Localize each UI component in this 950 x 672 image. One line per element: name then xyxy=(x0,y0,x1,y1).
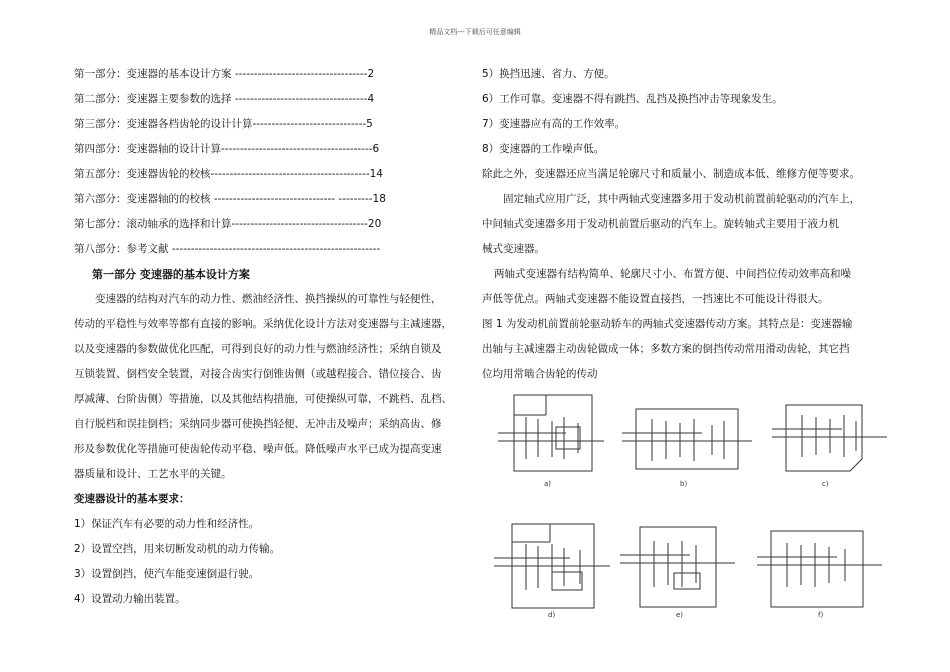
caption-a: a) xyxy=(544,480,552,488)
diagram-b xyxy=(622,403,752,483)
diagram-d xyxy=(492,520,612,615)
section-title: 第一部分 变速器的基本设计方案 xyxy=(92,268,250,281)
caption-d: d) xyxy=(548,611,556,619)
toc-item-7: 第七部分：滚动轴承的选择和计算------------------------------------20 xyxy=(74,218,382,230)
intro-line: 器质量和设计、工艺水平的关键。 xyxy=(74,468,232,480)
page-header: 精品文档---下载后可任意编辑 xyxy=(429,28,521,36)
intro-line: 互锁装置、倒档安全装置，对接合齿实行倒锥齿侧（或越程接合、错位接合、齿 xyxy=(74,368,442,380)
requirement-item: 7）变速器应有高的工作效率。 xyxy=(482,118,626,130)
body-line: 图 1 为发动机前置前轮驱动轿车的两轴式变速器传动方案。其特点是：变速器输 xyxy=(482,318,853,330)
requirement-item: 1）保证汽车有必要的动力性和经济性。 xyxy=(74,518,260,530)
caption-f: f) xyxy=(818,611,824,619)
body-line: 出轴与主减速器主动齿轮做成一体；多数方案的倒挡传动常用滑动齿轮，其它挡 xyxy=(482,343,850,355)
intro-line: 传动的平稳性与效率等都有直接的影响。采纳优化设计方法对变速器与主减速器， xyxy=(74,318,452,330)
diagram-c xyxy=(772,399,887,483)
requirement-item: 2）设置空挡，用来切断发动机的动力传输。 xyxy=(74,543,281,555)
intro-line: 厚减薄、台阶齿侧）等措施，以及其他结构措施，可使操纵可靠，不跳档、乱档、 xyxy=(74,393,452,405)
requirement-item: 3）设置倒挡，使汽车能变速倒退行驶。 xyxy=(74,568,260,580)
left-column xyxy=(74,62,452,612)
toc-item-2: 第二部分：变速器主要参数的选择 -----------------------------------4 xyxy=(74,93,375,105)
body-line: 位均用常啮合齿轮的传动 xyxy=(482,368,598,380)
requirement-item: 5）换挡迅速、省力、方便。 xyxy=(482,68,615,80)
requirement-item: 4）设置动力输出装置。 xyxy=(74,593,186,605)
requirements-title: 变速器设计的基本要求： xyxy=(74,493,190,505)
toc-item-8: 第八部分：参考文献 ------------------------------------------------------- xyxy=(74,243,381,255)
toc-item-3: 第三部分：变速器各档齿轮的设计计算------------------------------5 xyxy=(74,118,373,130)
intro-line: 形及参数优化等措施可使齿轮传动平稳、噪声低。降低噪声水平已成为提高变速 xyxy=(74,443,442,455)
body-line: 中间轴式变速器多用于发动机前置后驱动的汽车上。旋转轴式主要用于液力机 xyxy=(482,218,839,230)
caption-b: b) xyxy=(680,480,688,488)
diagram-f xyxy=(757,527,882,613)
intro-line: 以及变速器的参数做优化匹配，可得到良好的动力性与燃油经济性；采纳自锁及 xyxy=(74,343,442,355)
toc-item-4: 第四部分：变速器轴的设计计算----------------------------------------6 xyxy=(74,143,380,155)
toc-item-5: 第五部分：变速器齿轮的校核------------------------------------------14 xyxy=(74,168,383,180)
diagram-a xyxy=(496,387,606,482)
body-line: 械式变速器。 xyxy=(482,243,545,255)
body-line: 声低等优点。两轴式变速器不能设置直接挡，一挡速比不可能设计得很大。 xyxy=(482,293,829,305)
caption-c: c) xyxy=(822,480,829,488)
body-line: 两轴式变速器有结构简单、轮廓尺寸小、布置方便、中间挡位传动效率高和噪 xyxy=(494,268,851,280)
diagram-e xyxy=(620,523,735,613)
body-line: 固定轴式应用广泛，其中两轴式变速器多用于发动机前置前轮驱动的汽车上， xyxy=(503,193,860,205)
toc-item-6: 第六部分：变速器轴的的校核 -------------------------------- ---------18 xyxy=(74,193,386,205)
body-line: 除此之外，变速器还应当满足轮廓尺寸和质量小、制造成本低、维修方便等要求。 xyxy=(482,168,860,180)
right-column xyxy=(482,62,892,387)
caption-e: e) xyxy=(676,611,684,619)
requirement-item: 6）工作可靠。变速器不得有跳挡、乱挡及换挡冲击等现象发生。 xyxy=(482,93,783,105)
intro-line: 自行脱档和误挂倒档；采纳同步器可使换挡轻便、无冲击及噪声；采纳高齿、修 xyxy=(74,418,442,430)
intro-line: 变速器的结构对汽车的动力性、燃油经济性、换挡操纵的可靠性与轻便性， xyxy=(95,293,442,305)
requirement-item: 8）变速器的工作噪声低。 xyxy=(482,143,605,155)
toc-item-1: 第一部分：变速器的基本设计方案 -----------------------------------2 xyxy=(74,68,375,80)
transmission-diagrams-figure xyxy=(482,385,892,655)
